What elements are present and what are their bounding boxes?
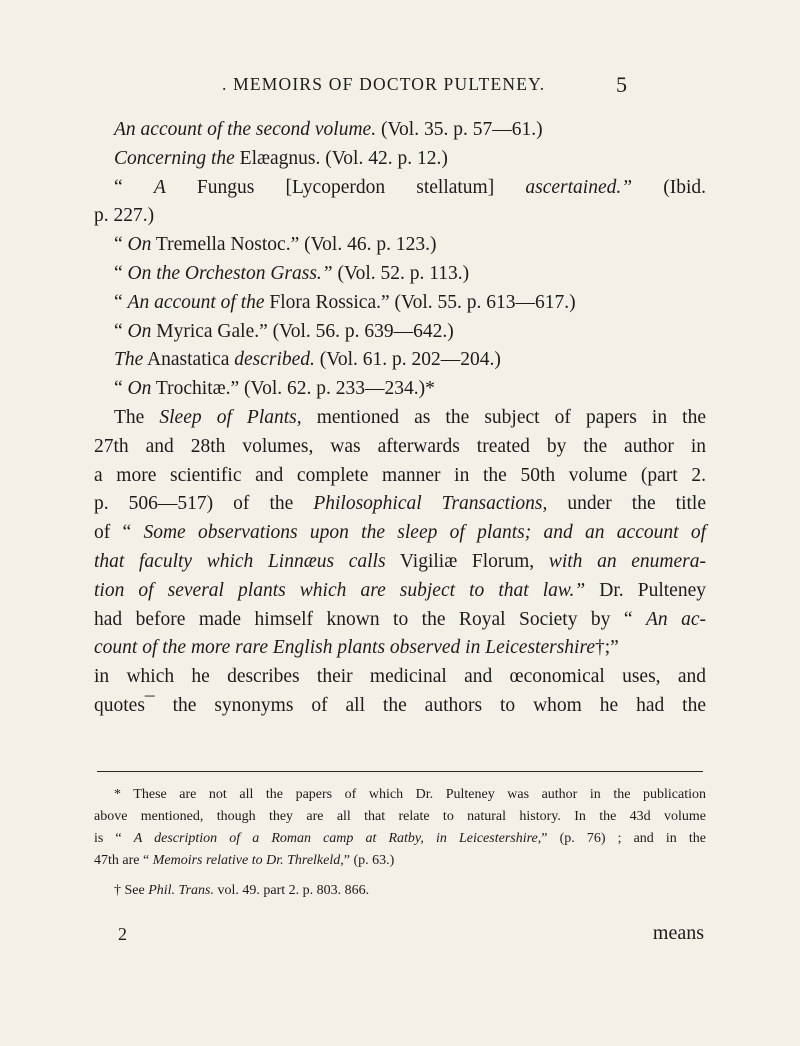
text-line: in which he describes their medicinal and œconomical uses, and — [94, 666, 706, 688]
catchword: means — [652, 922, 704, 944]
text-line: of “ Some observations upon the sleep of plants; and an account of — [94, 522, 706, 544]
text-line: quotes¯ the synonyms of all the authors to whom he had the — [94, 694, 706, 716]
text-line: “ On Myrica Gale.” (Vol. 56. p. 639—642.) — [114, 320, 454, 342]
text-line: had before made himself known to the Royal Society by “ An ac- — [94, 608, 707, 630]
footnote-line: above mentioned, though they are all that relate to natural history. In the 43d volume — [94, 809, 706, 824]
text-line: p. 227.) — [94, 205, 155, 227]
text-line: 27th and 28th volumes, was afterwards treated by the author in — [94, 435, 706, 457]
footnote-rule — [97, 771, 703, 772]
text-line: count of the more rare English plants observed in Leicestershire†;” — [94, 637, 619, 659]
text-line: An account of the second volume. (Vol. 35. p. 57—61.) — [114, 119, 543, 140]
text-line: Concerning the Elæagnus. (Vol. 42. p. 12.) — [114, 147, 448, 169]
text-line: “ On Tremella Nostoc.” (Vol. 46. p. 123.) — [114, 234, 437, 256]
footnote-line: 47th are “ Memoirs relative to Dr. Threlkeld,” (p. 63.) — [94, 853, 395, 868]
text-line: “ An account of the Flora Rossica.” (Vol. 55. p. 613—617.) — [114, 291, 576, 313]
text-line: that faculty which Linnæus calls Vigiliæ Florum, with an enumera- — [94, 550, 706, 572]
page-header — [0, 74, 800, 104]
text-line: “ On Trochitæ.” (Vol. 62. p. 233—234.)* — [114, 378, 435, 400]
text-line: tion of several plants which are subject to that law.” Dr. Pulteney — [94, 579, 706, 601]
text-line: The Anastatica described. (Vol. 61. p. 202—204.) — [114, 349, 501, 371]
signature-mark: 2 — [118, 924, 127, 944]
running-head: . MEMOIRS OF DOCTOR PULTENEY. — [222, 74, 546, 94]
page-number: 5 — [616, 72, 627, 97]
text-line: “ A Fungus [Lycoperdon stellatum] ascertained.” (Ibid. — [114, 176, 707, 198]
body-text — [94, 116, 706, 721]
footnotes — [94, 784, 706, 902]
text-line: a more scientific and complete manner in the 50th volume (part 2. — [94, 464, 706, 486]
text-line: “ On the Orcheston Grass.” (Vol. 52. p. 113.) — [114, 262, 470, 284]
footnote-line: * These are not all the papers of which Dr. Pulteney was author in the publication — [114, 787, 706, 802]
text-line: The Sleep of Plants, mentioned as the subject of papers in the — [114, 406, 706, 428]
text-line: p. 506—517) of the Philosophical Transactions, under the title — [94, 493, 706, 515]
footnote-line: † See Phil. Trans. vol. 49. part 2. p. 803. 866. — [114, 883, 370, 898]
footnote-line: is “ A description of a Roman camp at Ratby, in Leicestershire,” (p. 76) ; and in the — [94, 831, 706, 846]
